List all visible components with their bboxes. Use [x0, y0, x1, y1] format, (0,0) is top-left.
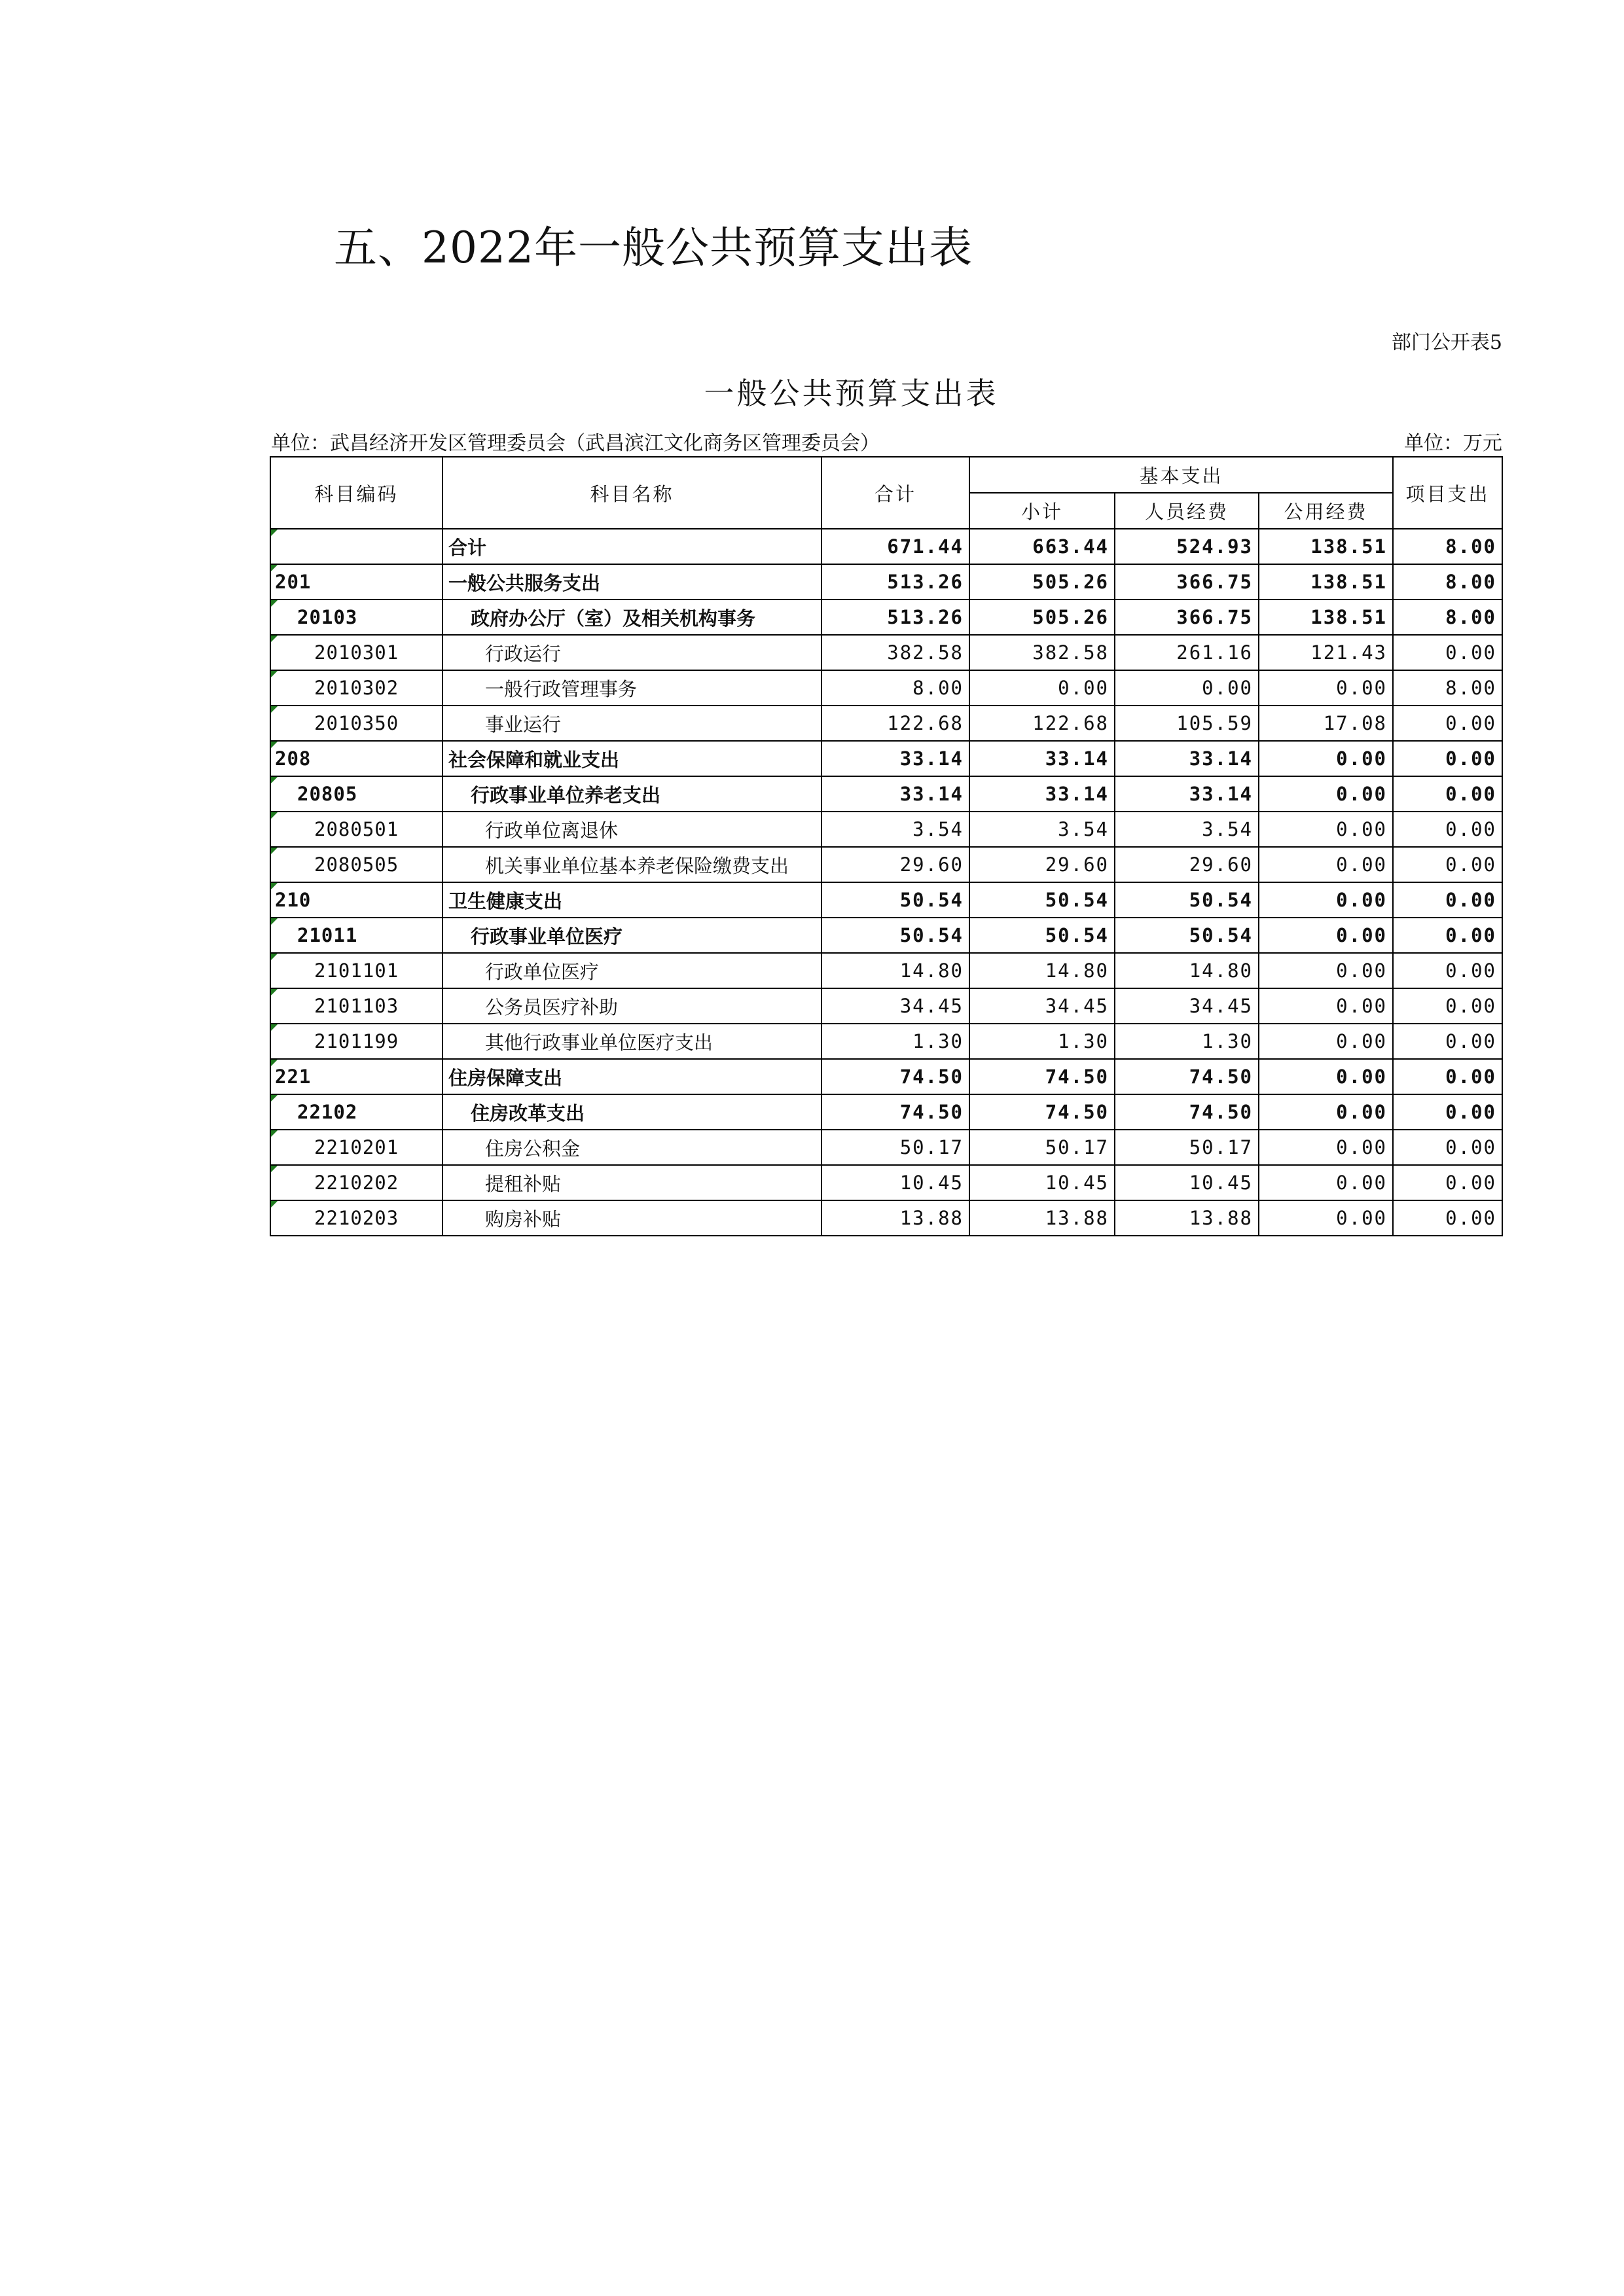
header-basic: 基本支出: [969, 457, 1393, 493]
cell-public: 0.00: [1259, 1059, 1393, 1094]
cell-subtotal: 13.88: [969, 1200, 1115, 1236]
code-text: 2210203: [314, 1207, 399, 1229]
header-code: 科目编码: [270, 457, 442, 529]
cell-name: 行政运行: [442, 635, 821, 670]
cell-name: 住房改革支出: [442, 1094, 821, 1130]
cell-name: 卫生健康支出: [442, 882, 821, 918]
cell-total: 14.80: [821, 953, 969, 988]
cell-name: 合计: [442, 529, 821, 564]
table-row: [270, 1059, 1502, 1094]
cell-marker-icon: [271, 1095, 278, 1102]
cell-project: 0.00: [1393, 882, 1502, 918]
cell-subtotal: 74.50: [969, 1094, 1115, 1130]
cell-code: [270, 1165, 442, 1200]
cell-public: 0.00: [1259, 1200, 1393, 1236]
code-text: 2080501: [314, 818, 399, 840]
header-personnel: 人员经费: [1115, 493, 1259, 529]
code-text: 2210201: [314, 1136, 399, 1158]
cell-marker-icon: [271, 918, 278, 925]
cell-public: 0.00: [1259, 1165, 1393, 1200]
code-text: 2210202: [314, 1172, 399, 1194]
cell-subtotal: 10.45: [969, 1165, 1115, 1200]
cell-personnel: 1.30: [1115, 1024, 1259, 1059]
cell-name: 公务员医疗补助: [442, 988, 821, 1024]
cell-marker-icon: [271, 636, 278, 642]
cell-total: 34.45: [821, 988, 969, 1024]
cell-marker-icon: [271, 529, 278, 536]
table-body: [270, 529, 1502, 1236]
code-text: 21011: [297, 924, 358, 946]
cell-total: 8.00: [821, 670, 969, 706]
code-text: 20103: [297, 606, 358, 628]
cell-personnel: 366.75: [1115, 600, 1259, 635]
cell-total: 74.50: [821, 1059, 969, 1094]
cell-project: 0.00: [1393, 847, 1502, 882]
table-row: [270, 953, 1502, 988]
cell-code: [270, 812, 442, 847]
cell-project: 0.00: [1393, 812, 1502, 847]
cell-name: 行政事业单位养老支出: [442, 776, 821, 812]
table-row: [270, 1165, 1502, 1200]
table-row: [270, 741, 1502, 776]
cell-total: 382.58: [821, 635, 969, 670]
cell-name: 其他行政事业单位医疗支出: [442, 1024, 821, 1059]
cell-name: 行政事业单位医疗: [442, 918, 821, 953]
cell-name: 政府办公厅（室）及相关机构事务: [442, 600, 821, 635]
cell-total: 513.26: [821, 564, 969, 600]
cell-name: 提租补贴: [442, 1165, 821, 1200]
cell-total: 33.14: [821, 741, 969, 776]
header-public: 公用经费: [1259, 493, 1393, 529]
cell-code: [270, 1130, 442, 1165]
code-text: 2010350: [314, 712, 399, 734]
header-subtotal: 小计: [969, 493, 1115, 529]
cell-total: 50.17: [821, 1130, 969, 1165]
cell-total: 3.54: [821, 812, 969, 847]
cell-project: 8.00: [1393, 564, 1502, 600]
code-text: 22102: [297, 1101, 358, 1123]
code-text: 2101199: [314, 1030, 399, 1052]
cell-marker-icon: [271, 600, 278, 607]
cell-personnel: 13.88: [1115, 1200, 1259, 1236]
table-row: [270, 635, 1502, 670]
cell-public: 0.00: [1259, 953, 1393, 988]
budget-expenditure-table: [270, 456, 1503, 1236]
table-row: [270, 670, 1502, 706]
cell-public: 0.00: [1259, 741, 1393, 776]
cell-name: 社会保障和就业支出: [442, 741, 821, 776]
cell-code: [270, 918, 442, 953]
cell-personnel: 3.54: [1115, 812, 1259, 847]
code-text: 221: [275, 1066, 312, 1088]
cell-public: 138.51: [1259, 564, 1393, 600]
table-row: [270, 706, 1502, 741]
cell-subtotal: 3.54: [969, 812, 1115, 847]
cell-code: [270, 564, 442, 600]
cell-subtotal: 122.68: [969, 706, 1115, 741]
cell-name: 一般行政管理事务: [442, 670, 821, 706]
cell-code: [270, 847, 442, 882]
cell-personnel: 10.45: [1115, 1165, 1259, 1200]
code-text: 2010301: [314, 641, 399, 664]
cell-marker-icon: [271, 671, 278, 677]
table-row: [270, 1130, 1502, 1165]
cell-project: 0.00: [1393, 953, 1502, 988]
cell-code: [270, 706, 442, 741]
cell-name: 购房补贴: [442, 1200, 821, 1236]
cell-subtotal: 34.45: [969, 988, 1115, 1024]
cell-project: 0.00: [1393, 1059, 1502, 1094]
cell-code: [270, 776, 442, 812]
cell-subtotal: 33.14: [969, 741, 1115, 776]
cell-personnel: 14.80: [1115, 953, 1259, 988]
cell-total: 29.60: [821, 847, 969, 882]
cell-project: 0.00: [1393, 635, 1502, 670]
cell-project: 0.00: [1393, 1130, 1502, 1165]
cell-subtotal: 1.30: [969, 1024, 1115, 1059]
table-row: [270, 529, 1502, 564]
cell-marker-icon: [271, 1060, 278, 1066]
cell-marker-icon: [271, 742, 278, 748]
cell-personnel: 33.14: [1115, 741, 1259, 776]
cell-marker-icon: [271, 706, 278, 713]
cell-name: 住房保障支出: [442, 1059, 821, 1094]
cell-personnel: 524.93: [1115, 529, 1259, 564]
cell-marker-icon: [271, 848, 278, 854]
cell-code: [270, 529, 442, 564]
cell-name: 机关事业单位基本养老保险缴费支出: [442, 847, 821, 882]
cell-public: 0.00: [1259, 882, 1393, 918]
cell-total: 1.30: [821, 1024, 969, 1059]
cell-marker-icon: [271, 883, 278, 889]
cell-subtotal: 33.14: [969, 776, 1115, 812]
cell-public: 0.00: [1259, 670, 1393, 706]
cell-personnel: 50.54: [1115, 918, 1259, 953]
cell-marker-icon: [271, 1024, 278, 1031]
cell-public: 0.00: [1259, 918, 1393, 953]
cell-personnel: 366.75: [1115, 564, 1259, 600]
cell-public: 138.51: [1259, 529, 1393, 564]
table-row: [270, 1094, 1502, 1130]
cell-project: 0.00: [1393, 1094, 1502, 1130]
cell-name: 行政单位医疗: [442, 953, 821, 988]
table-row: [270, 564, 1502, 600]
currency-unit-label: 单位：万元: [1404, 432, 1502, 455]
header-total: 合计: [821, 457, 969, 529]
cell-name: 一般公共服务支出: [442, 564, 821, 600]
cell-subtotal: 29.60: [969, 847, 1115, 882]
cell-project: 0.00: [1393, 706, 1502, 741]
cell-public: 0.00: [1259, 1130, 1393, 1165]
cell-personnel: 29.60: [1115, 847, 1259, 882]
cell-code: [270, 882, 442, 918]
table-row: [270, 600, 1502, 635]
cell-subtotal: 0.00: [969, 670, 1115, 706]
cell-marker-icon: [271, 812, 278, 819]
cell-personnel: 105.59: [1115, 706, 1259, 741]
code-text: 201: [275, 571, 312, 593]
table-row: [270, 812, 1502, 847]
cell-personnel: 74.50: [1115, 1059, 1259, 1094]
cell-name: 住房公积金: [442, 1130, 821, 1165]
header-row-1: [270, 457, 1502, 493]
cell-marker-icon: [271, 565, 278, 571]
cell-project: 0.00: [1393, 741, 1502, 776]
cell-personnel: 0.00: [1115, 670, 1259, 706]
cell-name: 行政单位离退休: [442, 812, 821, 847]
cell-subtotal: 50.54: [969, 882, 1115, 918]
header-project: 项目支出: [1393, 457, 1502, 529]
cell-marker-icon: [271, 954, 278, 960]
table-row: [270, 988, 1502, 1024]
cell-personnel: 50.54: [1115, 882, 1259, 918]
cell-code: [270, 1094, 442, 1130]
cell-subtotal: 74.50: [969, 1059, 1115, 1094]
cell-public: 17.08: [1259, 706, 1393, 741]
cell-name: 事业运行: [442, 706, 821, 741]
cell-total: 13.88: [821, 1200, 969, 1236]
cell-marker-icon: [271, 1130, 278, 1137]
cell-total: 122.68: [821, 706, 969, 741]
cell-code: [270, 1059, 442, 1094]
cell-code: [270, 1024, 442, 1059]
cell-subtotal: 50.17: [969, 1130, 1115, 1165]
code-text: 20805: [297, 783, 358, 805]
cell-project: 8.00: [1393, 529, 1502, 564]
cell-code: [270, 988, 442, 1024]
header-name: 科目名称: [442, 457, 821, 529]
page-heading: 五、2022年一般公共预算支出表: [334, 223, 973, 273]
table-row: [270, 776, 1502, 812]
cell-subtotal: 663.44: [969, 529, 1115, 564]
cell-personnel: 74.50: [1115, 1094, 1259, 1130]
cell-code: [270, 635, 442, 670]
cell-subtotal: 505.26: [969, 600, 1115, 635]
cell-code: [270, 600, 442, 635]
cell-marker-icon: [271, 777, 278, 783]
table-row: [270, 847, 1502, 882]
table-row: [270, 882, 1502, 918]
code-text: 2101101: [314, 960, 399, 982]
code-text: 2080505: [314, 853, 399, 876]
table-row: [270, 1200, 1502, 1236]
organization-unit-label: 单位：武昌经济开发区管理委员会（武昌滨江文化商务区管理委员会）: [271, 432, 880, 455]
cell-total: 513.26: [821, 600, 969, 635]
cell-total: 50.54: [821, 918, 969, 953]
cell-project: 0.00: [1393, 1024, 1502, 1059]
cell-project: 8.00: [1393, 670, 1502, 706]
cell-public: 121.43: [1259, 635, 1393, 670]
cell-code: [270, 741, 442, 776]
cell-total: 74.50: [821, 1094, 969, 1130]
cell-code: [270, 670, 442, 706]
cell-marker-icon: [271, 989, 278, 996]
cell-public: 0.00: [1259, 1024, 1393, 1059]
cell-project: 0.00: [1393, 776, 1502, 812]
cell-public: 0.00: [1259, 776, 1393, 812]
cell-public: 0.00: [1259, 847, 1393, 882]
cell-personnel: 261.16: [1115, 635, 1259, 670]
cell-subtotal: 50.54: [969, 918, 1115, 953]
cell-code: [270, 1200, 442, 1236]
cell-marker-icon: [271, 1201, 278, 1208]
cell-marker-icon: [271, 1166, 278, 1172]
table-row: [270, 918, 1502, 953]
cell-public: 138.51: [1259, 600, 1393, 635]
cell-project: 0.00: [1393, 918, 1502, 953]
cell-public: 0.00: [1259, 812, 1393, 847]
cell-total: 50.54: [821, 882, 969, 918]
code-text: 210: [275, 889, 312, 911]
code-text: 208: [275, 747, 312, 770]
cell-subtotal: 505.26: [969, 564, 1115, 600]
cell-project: 0.00: [1393, 1200, 1502, 1236]
cell-public: 0.00: [1259, 1094, 1393, 1130]
cell-personnel: 33.14: [1115, 776, 1259, 812]
cell-project: 8.00: [1393, 600, 1502, 635]
code-text: 2010302: [314, 677, 399, 699]
cell-personnel: 34.45: [1115, 988, 1259, 1024]
table-title: 一般公共预算支出表: [704, 376, 999, 411]
form-number: 部门公开表5: [1391, 331, 1502, 354]
table-row: [270, 1024, 1502, 1059]
cell-project: 0.00: [1393, 1165, 1502, 1200]
cell-personnel: 50.17: [1115, 1130, 1259, 1165]
cell-subtotal: 14.80: [969, 953, 1115, 988]
cell-total: 10.45: [821, 1165, 969, 1200]
cell-total: 671.44: [821, 529, 969, 564]
cell-code: [270, 953, 442, 988]
cell-project: 0.00: [1393, 988, 1502, 1024]
cell-subtotal: 382.58: [969, 635, 1115, 670]
code-text: 2101103: [314, 995, 399, 1017]
cell-total: 33.14: [821, 776, 969, 812]
cell-public: 0.00: [1259, 988, 1393, 1024]
